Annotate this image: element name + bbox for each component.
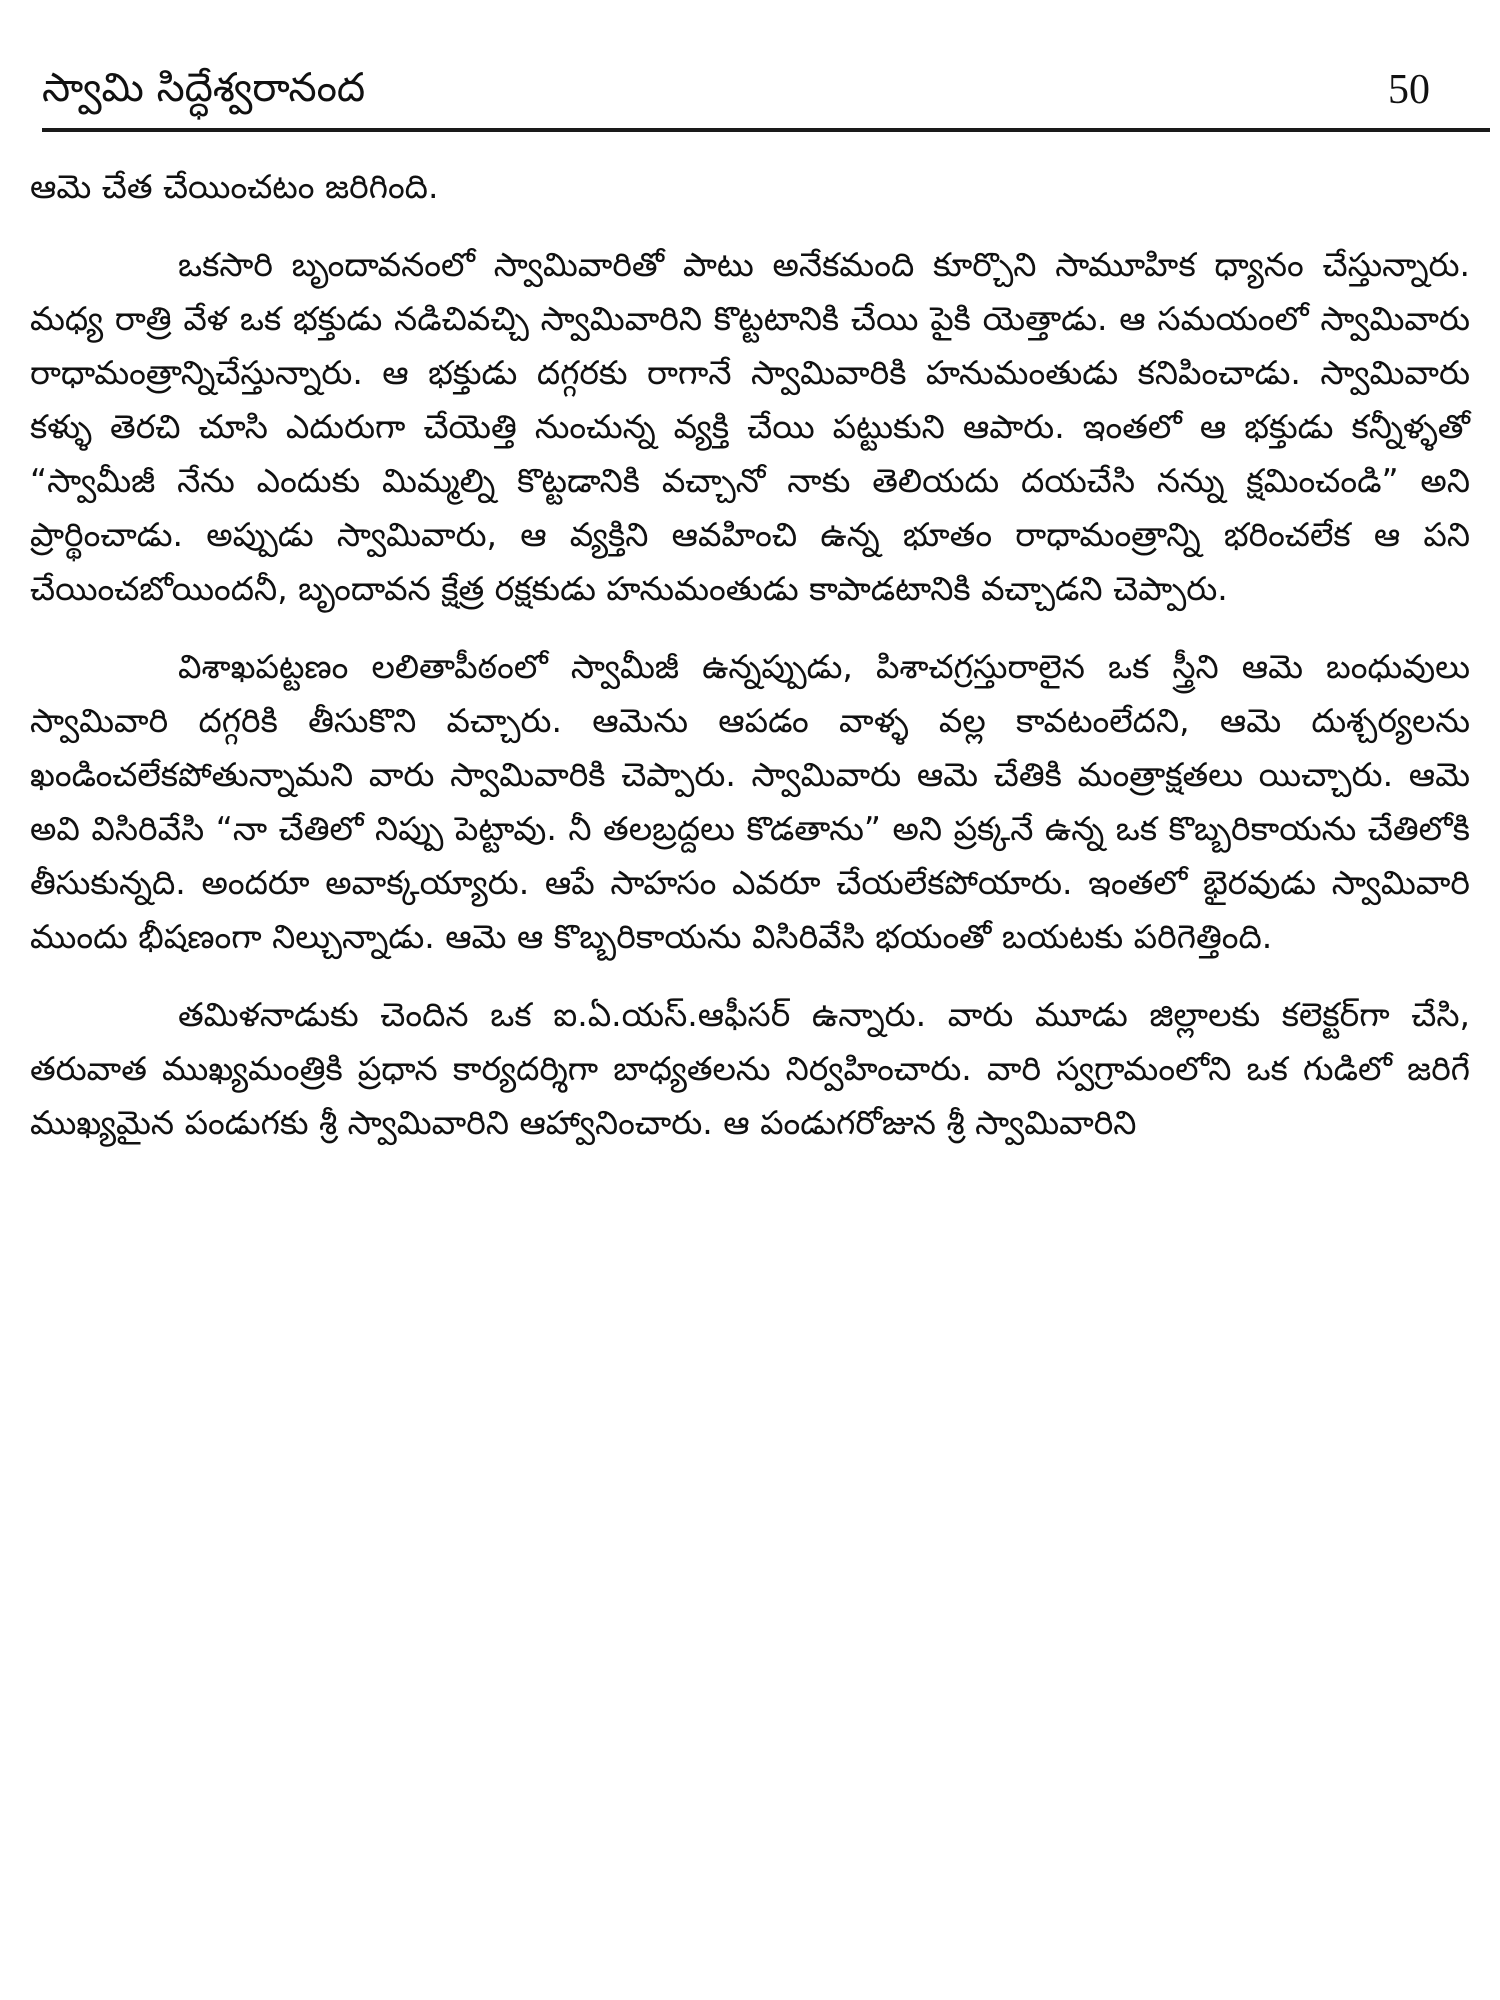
running-header <box>42 52 1490 132</box>
header-divider <box>42 128 1490 132</box>
paragraph-continuation: ఆమె చేత చేయించటం జరిగింది. <box>30 167 439 206</box>
header-title: స్వామి సిద్ధేశ్వరానంద <box>42 65 366 111</box>
body-text <box>30 160 1470 1150</box>
paragraph-tamilnadu: తమిళనాడుకు చెందిన ఒక ఐ.ఏ.యస్.ఆఫీసర్ ఉన్నారు. వారు మూడు జిల్లాలకు కలెక్టర్‌గా చేసి, తరువాత ముఖ్యమంత్రికి ప్రధాన కార్యదర్శిగా బాధ్యతలను నిర్వహించారు. వారి స్వగ్రామంలోని ఒక గుడిలో జరిగే ముఖ్యమైన పండుగకు శ్రీ స్వామివారిని ఆహ్వానించారు. ఆ పండుగరోజున శ్రీ స్వామివారిని <box>30 995 1470 1142</box>
paragraph-visakhapatnam: విశాఖపట్టణం లలితాపీఠంలో స్వామీజీ ఉన్నప్పుడు, పిశాచగ్రస్తురాలైన ఒక స్త్రీని ఆమె బంధువులు స్వామివారి దగ్గరికి తీసుకొని వచ్చారు. ఆమెను ఆపడం వాళ్ళ వల్ల కావటంలేదని, ఆమె దుశ్చర్యలను ఖండించలేకపోతున్నామని వారు స్వామివారికి చెప్పారు. స్వామివారు ఆమె చేతికి మంత్రాక్షతలు యిచ్చారు. ఆమె అవి విసిరివేసి “నా చేతిలో నిప్పు పెట్టావు. నీ తలబ్రద్దలు కొడతాను” అని ప్రక్కనే ఉన్న ఒక కొబ్బరికాయను చేతిలోకి తీసుకున్నది. అందరూ అవాక్కయ్యారు. ఆపే సాహసం ఎవరూ చేయలేకపోయారు. ఇంతలో భైరవుడు స్వామివారి ముందు భీషణంగా నిల్చున్నాడు. ఆమె ఆ కొబ్బరికాయను విసిరివేసి భయంతో బయటకు పరిగెత్తింది. <box>30 647 1470 956</box>
paragraph-brindavan: ఒకసారి బృందావనంలో స్వామివారితో పాటు అనేకమంది కూర్చొని సామూహిక ధ్యానం చేస్తున్నారు. మధ్య రాత్రి వేళ ఒక భక్తుడు నడిచివచ్చి స్వామివారిని కొట్టటానికి చేయి పైకి యెత్తాడు. ఆ సమయంలో స్వామివారు రాధామంత్రాన్నిచేస్తున్నారు. ఆ భక్తుడు దగ్గరకు రాగానే స్వామివారికి హనుమంతుడు కనిపించాడు. స్వామివారు కళ్ళు తెరచి చూసి ఎదురుగా చేయెత్తి నుంచున్న వ్యక్తి చేయి పట్టుకుని ఆపారు. ఇంతలో ఆ భక్తుడు కన్నీళ్ళతో “స్వామీజీ నేను ఎందుకు మిమ్మల్ని కొట్టడానికి వచ్చానో నాకు తెలియదు దయచేసి నన్ను క్షమించండి” అని ప్రార్థించాడు. అప్పుడు స్వామివారు, ఆ వ్యక్తిని ఆవహించి ఉన్న భూతం రాధామంత్రాన్ని భరించలేక ఆ పని చేయించబోయిందనీ, బృందావన క్షేత్ర రక్షకుడు హనుమంతుడు కాపాడటానికి వచ్చాడని చెప్పారు. <box>30 245 1470 608</box>
page-number: 50 <box>1388 67 1430 113</box>
